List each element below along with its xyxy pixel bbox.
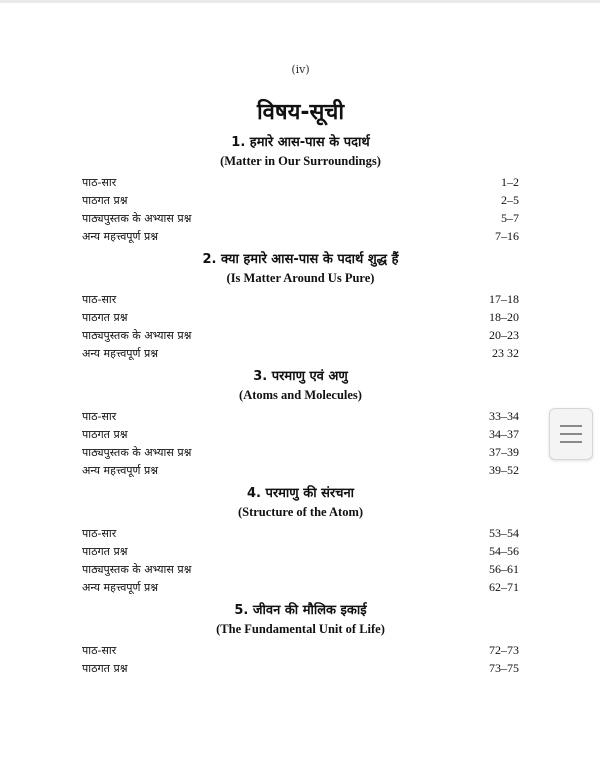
row-pages: 54–56 [489, 543, 519, 558]
row-label: पाठगत प्रश्न [82, 427, 128, 441]
row-pages: 5–7 [501, 210, 519, 225]
toc-row[interactable] [82, 228, 519, 246]
chapter-subtitle: (Matter in Our Surroundings) [220, 154, 381, 168]
row-label: पाठ-सार [82, 175, 117, 189]
chapter-subtitle: (Atoms and Molecules) [239, 388, 362, 402]
chapter-title: 2. क्या हमारे आस-पास के पदार्थ शुद्ध हैं [202, 252, 399, 267]
hamburger-menu-icon [560, 425, 582, 427]
chapter-title: 5. जीवन की मौलिक इकाई [234, 603, 367, 618]
row-pages: 62–71 [489, 580, 519, 595]
row-pages: 72–73 [489, 642, 519, 657]
row-pages: 34–37 [489, 426, 519, 441]
row-label: पाठ-सार [82, 409, 117, 423]
row-pages: 23 32 [492, 346, 519, 361]
row-label: अन्य महत्त्वपूर्ण प्रश्न [82, 347, 159, 361]
chapter-list [82, 134, 519, 719]
toc-row[interactable] [82, 191, 519, 209]
chapter-2 [82, 251, 519, 368]
row-label: पाठ्यपुस्तक के अभ्यास प्रश्न [82, 445, 192, 459]
chapter-title: 1. हमारे आस-पास के पदार्थ [231, 135, 370, 150]
toc-row[interactable] [82, 209, 519, 227]
row-pages: 20–23 [489, 327, 519, 342]
toc-row[interactable] [82, 308, 519, 326]
toc-row[interactable] [82, 641, 519, 659]
row-label: पाठ्यपुस्तक के अभ्यास प्रश्न [82, 211, 192, 225]
chapter-subtitle: (Structure of the Atom) [237, 505, 364, 519]
row-pages: 1–2 [501, 174, 519, 189]
row-pages: 18–20 [489, 309, 519, 324]
toc-row[interactable] [82, 659, 519, 677]
toc-row[interactable] [82, 462, 519, 480]
row-label: पाठ-सार [82, 643, 117, 657]
page-number: (iv) [291, 63, 310, 76]
toc-row[interactable] [82, 560, 519, 578]
row-label: अन्य महत्त्वपूर्ण प्रश्न [82, 464, 159, 478]
row-pages: 7–16 [495, 229, 519, 244]
top-border [0, 0, 600, 3]
row-label: अन्य महत्त्वपूर्ण प्रश्न [82, 230, 159, 244]
hamburger-menu-icon-line [560, 441, 582, 443]
toc-row[interactable] [82, 524, 519, 542]
chapter-subtitle: (Is Matter Around Us Pure) [226, 271, 375, 285]
chapter-4 [82, 485, 519, 602]
row-label: पाठ्यपुस्तक के अभ्यास प्रश्न [82, 562, 192, 576]
chapter-5 [82, 602, 519, 719]
chapter-title: 4. परमाणु की संरचना [246, 486, 355, 501]
row-label: पाठगत प्रश्न [82, 661, 128, 675]
row-label: पाठ-सार [82, 292, 117, 306]
chapter-title: 3. परमाणु एवं अणु [253, 369, 348, 384]
toc-row[interactable] [82, 290, 519, 308]
toc-row[interactable] [82, 407, 519, 425]
row-label: पाठ्यपुस्तक के अभ्यास प्रश्न [82, 328, 192, 342]
toc-row[interactable] [82, 579, 519, 597]
chapter-3 [82, 368, 519, 485]
toc-row[interactable] [82, 326, 519, 344]
row-pages: 73–75 [489, 660, 519, 675]
row-pages: 17–18 [489, 291, 519, 306]
toc-row[interactable] [82, 443, 519, 461]
row-label: अन्य महत्त्वपूर्ण प्रश्न [82, 581, 159, 595]
row-label: पाठगत प्रश्न [82, 310, 128, 324]
chapter-subtitle: (The Fundamental Unit of Life) [216, 622, 385, 636]
row-pages: 33–34 [489, 408, 519, 423]
row-label: पाठगत प्रश्न [82, 193, 128, 207]
row-pages: 37–39 [489, 444, 519, 459]
row-label: पाठगत प्रश्न [82, 544, 128, 558]
row-pages: 39–52 [489, 463, 519, 478]
row-pages: 56–61 [489, 561, 519, 576]
row-label: पाठ-सार [82, 526, 117, 540]
menu-button[interactable] [549, 408, 593, 460]
toc-row[interactable] [82, 542, 519, 560]
toc-row[interactable] [82, 425, 519, 443]
chapter-1 [82, 134, 519, 251]
page-title: विषय-सूची [256, 100, 345, 125]
row-pages: 53–54 [489, 525, 519, 540]
toc-row[interactable] [82, 173, 519, 191]
toc-row[interactable] [82, 345, 519, 363]
hamburger-menu-icon-line [560, 433, 582, 435]
row-pages: 2–5 [501, 192, 519, 207]
